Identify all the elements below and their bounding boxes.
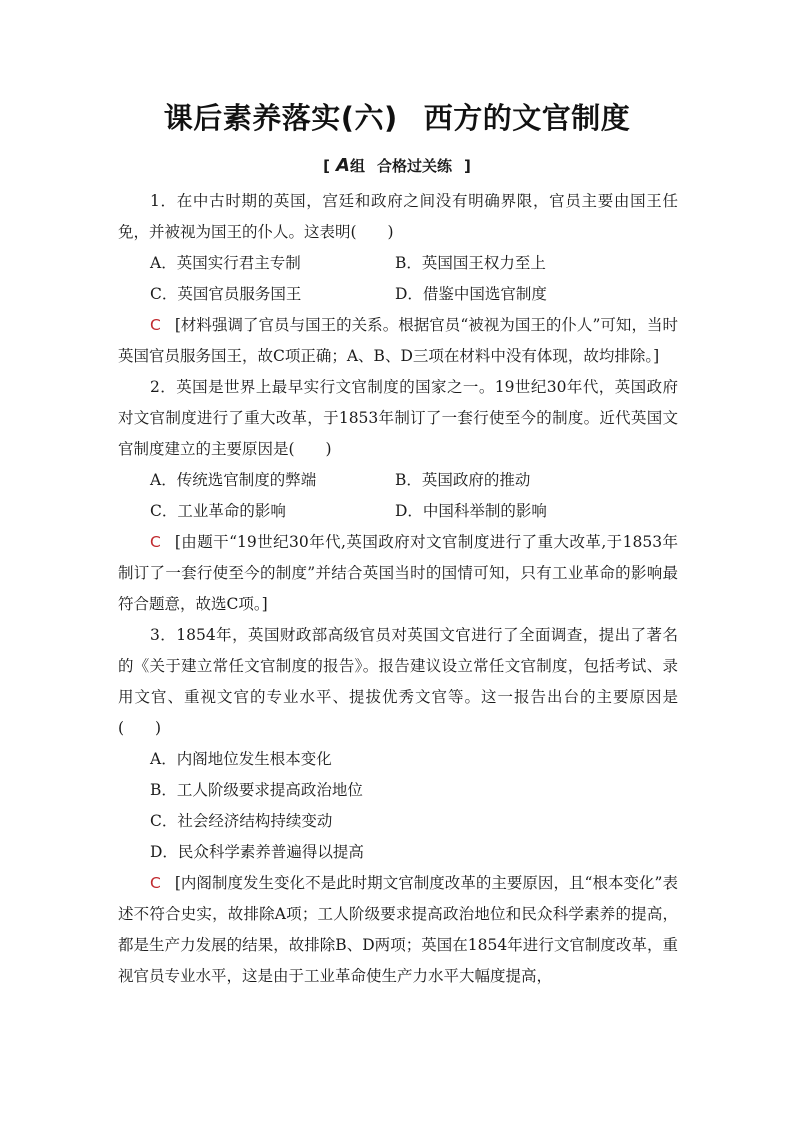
page-title — [0, 96, 794, 137]
section-name: 合格过关练 — [376, 157, 452, 175]
answer-letter: C — [150, 316, 161, 334]
question-stem: 3．1854年，英国财政部高级官员对英国文官进行了全面调查，提出了著名的《关于建立常任文官制度的报告》。报告建议设立常任文官制度，包括考试、录用文官、重视文官的专业水平、提拔优秀文官等。这一报告出台的主要原因是( ) — [118, 626, 678, 737]
explanation-text: [内阁制度发生变化不是此时期文官制度改革的主要原因，且“根本变化”表述不符合史实，故排除A项；工人阶级要求提高政治地位和民众科学素养的提高，都是生产力发展的结果，故排除B、D两项；英国在1854年进行文官制度改革，重视官员专业水平，这是由于工业革命使生产力水平大幅度提高， — [118, 874, 678, 985]
question-1 — [118, 186, 678, 372]
option-a: A．传统选官制度的弊端 — [150, 471, 317, 489]
option-c: C．英国官员服务国王 — [150, 285, 302, 303]
answer-letter: C — [150, 874, 161, 892]
answer-explanation — [118, 527, 678, 620]
section-badge: A — [336, 155, 350, 176]
question-2 — [118, 372, 678, 620]
option-d: D．借鉴中国选官制度 — [395, 285, 547, 303]
title-sub: 西方的文官制度 — [423, 101, 631, 135]
answer-letter: C — [150, 533, 161, 551]
option-d: D．民众科学素养普遍得以提高 — [150, 843, 364, 861]
answer-explanation — [118, 868, 678, 992]
question-stem: 1．在中古时期的英国，宫廷和政府之间没有明确界限，官员主要由国王任免，并被视为国王的仆人。这表明( ) — [118, 192, 678, 241]
section-bracket-close: ] — [463, 157, 471, 175]
question-stem: 2．英国是世界上最早实行文官制度的国家之一。19世纪30年代，英国政府对文官制度进行了重大改革，于1853年制订了一套行使至今的制度。近代英国文官制度建立的主要原因是( ) — [118, 378, 678, 458]
option-d: D．中国科举制的影响 — [395, 502, 547, 520]
option-b: B．英国国王权力至上 — [395, 254, 546, 272]
option-b: B．英国政府的推动 — [395, 471, 531, 489]
title-main: 课后素养落实(六) — [163, 101, 398, 135]
option-a: A．英国实行君主专制 — [150, 254, 301, 272]
question-3 — [118, 620, 678, 992]
explanation-text: [由题干“19世纪30年代,英国政府对文官制度进行了重大改革,于1853年制订了一套行使至今的制度”并结合英国当时的国情可知，只有工业革命的影响最符合题意，故选C项。] — [118, 533, 678, 613]
question-list — [118, 186, 678, 992]
option-b: B．工人阶级要求提高政治地位 — [150, 781, 363, 799]
explanation-text: [材料强调了官员与国王的关系。根据官员“被视为国王的仆人”可知，当时英国官员服务国王，故C项正确；A、B、D三项在材料中没有体现，故均排除。] — [118, 316, 678, 365]
section-group-label: 组 — [349, 157, 365, 175]
option-a: A．内阁地位发生根本变化 — [150, 750, 332, 768]
section-bracket-open: [ — [323, 157, 331, 175]
option-c: C．工业革命的影响 — [150, 502, 286, 520]
option-c: C．社会经济结构持续变动 — [150, 812, 333, 830]
answer-explanation — [118, 310, 678, 372]
section-header — [0, 155, 794, 176]
